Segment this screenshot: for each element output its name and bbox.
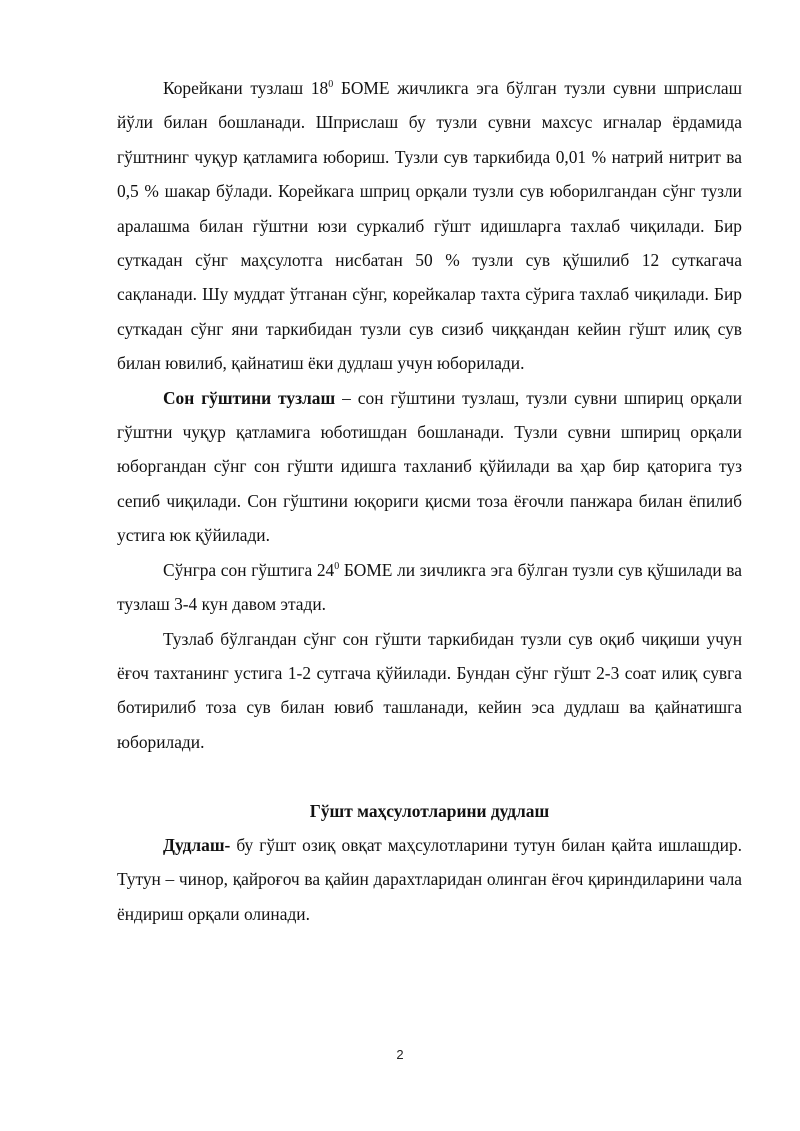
term-bold: Дудлаш- bbox=[163, 834, 231, 855]
degree-superscript: 0 bbox=[328, 79, 334, 91]
document-body bbox=[117, 71, 742, 931]
paragraph-text: Тузлаб бўлгандан сўнг сон гўшти таркибидан тузли сув оқиб чиқиши учун ёғоч тахтанинг устига 1-2 сутгача қўйилади. Бундан сўнг гўшт 2-3 соат илиқ сувга ботирилиб тоза сув билан ювиб ташланади, кейин эса дудлаш ва қайнатишга юборилади. bbox=[117, 628, 742, 752]
paragraph-text: БОМЕ ли зичликга эга бўлган тузли сув қўшилади ва тузлаш 3-4 кун давом этади. bbox=[117, 559, 743, 615]
paragraph-text: БОМЕ жичликга эга бўлган тузли сувни шприслаш йўли билан бошланади. Шприслаш бу тузли сувни махсус игналар ёрдамида гўштнинг чуқур қатламига юбориш. Тузли сув таркибида 0,01 % натрий нитрит ва 0,5 % шакар бўлади. Корейкага шприц орқали тузли сув юборилгандан сўнг тузли аралашма билан гўштни юзи суркалиб гўшт идишларга тахлаб чиқилади. Бир суткадан сўнг маҳсулотга нисбатан 50 % тузли сув қўшилиб 12 суткагача сақланади. Шу муддат ўтганан сўнг, корейкалар тахта сўрига тахлаб чиқилади. Бир суткадан сўнг яни таркибидан тузли сув сизиб чиққандан кейин гўшт илиқ сув билан ювилиб, қайнатиш ёки дудлаш учун юборилади. bbox=[117, 78, 742, 374]
paragraph-korejka-salting bbox=[117, 71, 742, 381]
paragraph-text: бу гўшт озиқ овқат маҳсулотларини тутун билан қайта ишлашдир. Тутун – чинор, қайроғоч ва қайин дарахтларидан олинган ёғоч қириндиларини чала ёндириш орқали олинади. bbox=[117, 834, 742, 924]
degree-superscript: 0 bbox=[334, 560, 340, 572]
section-heading: Гўшт маҳсулотларини дудлаш bbox=[309, 800, 550, 821]
paragraph-text: Сўнгра сон гўштига 24 bbox=[163, 559, 335, 580]
paragraph-text: – сон гўштини тузлаш, тузли сувни шпириц орқали гўштни чуқур қатламига юботишдан бошланади. Тузли сувни шпириц орқали юборгандан сўнг сон гўшти идишга тахланиб қўйилади ва ҳар бир қаторига туз сепиб чиқилади. Сон гўштини юқориги қисми тоза ёғочли панжара билан ёпилиб устига юк қўйилади. bbox=[117, 387, 743, 546]
paragraph-ham-salting bbox=[117, 381, 742, 553]
paragraph-brine-density bbox=[117, 553, 742, 622]
term-bold: Сон гўштини тузлаш bbox=[163, 387, 336, 408]
paragraph-text: Корейкани тузлаш 18 bbox=[163, 78, 329, 98]
page-number: 2 bbox=[396, 1047, 404, 1062]
paragraph-after-salting bbox=[117, 622, 742, 760]
paragraph-smoking-definition bbox=[117, 828, 742, 931]
